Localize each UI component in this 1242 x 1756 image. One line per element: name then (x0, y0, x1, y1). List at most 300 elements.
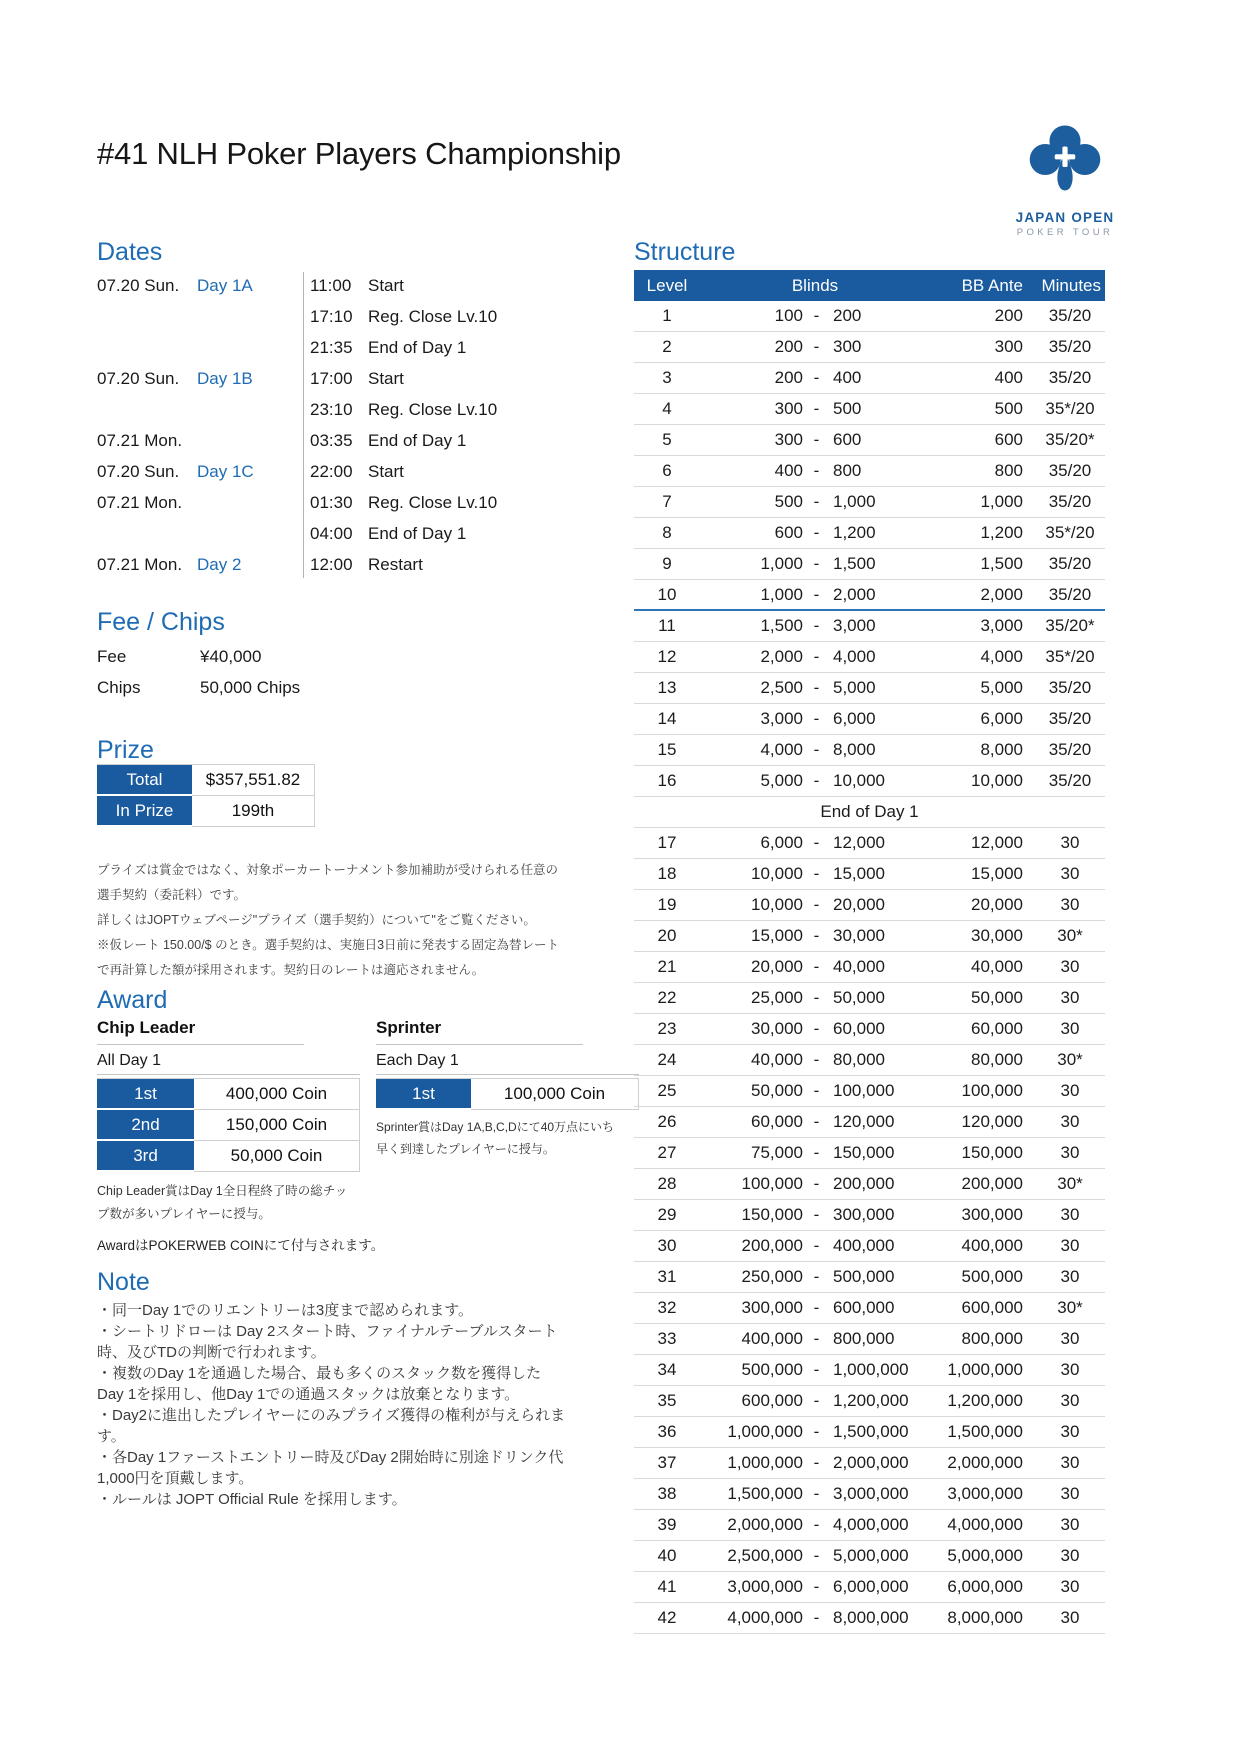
structure-row (634, 859, 1105, 890)
small-blind-cell: 40,000 (751, 1050, 803, 1069)
chip-leader-subheading: All Day 1 (97, 1052, 360, 1075)
blinds-separator: - (813, 1453, 820, 1472)
blinds-separator: - (813, 678, 820, 697)
level-cell: 26 (657, 1112, 677, 1131)
minutes-cell: 30 (1060, 833, 1080, 852)
minutes-cell: 30* (1057, 926, 1083, 945)
bb-ante-cell: 600,000 (961, 1298, 1023, 1317)
bb-ante-cell: 15,000 (971, 864, 1023, 883)
chip-leader-row-label: 1st (97, 1079, 194, 1110)
level-cell: 13 (657, 678, 677, 697)
blinds-separator: - (813, 1608, 820, 1627)
blinds-separator: - (813, 461, 820, 480)
end-of-day-row (634, 797, 1105, 828)
blinds-separator: - (813, 1391, 820, 1410)
big-blind-cell: 5,000,000 (833, 1546, 909, 1565)
structure-row (634, 952, 1105, 983)
end-of-day-label: End of Day 1 (820, 802, 919, 821)
note-item: ・Day2に進出したプレイヤーにのみプライズ獲得の権利が与えられます。 (97, 1407, 566, 1445)
logo-text-line1: JAPAN OPEN (1015, 210, 1115, 225)
time-value: 12:00 (310, 554, 353, 574)
minutes-cell: 35/20 (1048, 461, 1092, 480)
level-cell: 4 (662, 399, 672, 418)
minutes-cell: 35/20 (1048, 492, 1092, 511)
bb-ante-cell: 3,000 (980, 616, 1023, 635)
blinds-separator: - (813, 864, 820, 883)
dates-row (97, 363, 577, 394)
bb-ante-cell: 300 (994, 337, 1023, 356)
level-cell: 27 (657, 1143, 677, 1162)
bb-ante-cell: 400,000 (961, 1236, 1023, 1255)
minutes-cell: 35/20* (1045, 430, 1095, 449)
bb-ante-cell: 200,000 (961, 1174, 1023, 1193)
header-bb-ante: BB Ante (961, 275, 1023, 295)
sprinter-row-value: 100,000 Coin (471, 1079, 639, 1110)
sprinter-row-label: 1st (376, 1079, 471, 1110)
blinds-separator: - (813, 584, 820, 604)
small-blind-cell: 4,000 (760, 740, 803, 759)
dates-rows (97, 270, 577, 580)
structure-row (634, 1417, 1105, 1448)
structure-row (634, 549, 1105, 580)
minutes-cell: 35/20 (1048, 554, 1092, 573)
minutes-cell: 30 (1060, 957, 1080, 976)
fee-row (97, 641, 300, 672)
small-blind-cell: 1,500,000 (727, 1484, 803, 1503)
event-label: Restart (368, 554, 423, 574)
structure-row (634, 456, 1105, 487)
dates-row (97, 518, 577, 549)
big-blind-cell: 6,000,000 (833, 1577, 909, 1596)
disclaimer-line: プライズは賞金ではなく、対象ポーカートーナメント参加補助が受けられる任意の選手契約（委託料）です。 (97, 863, 559, 902)
bb-ante-cell: 10,000 (971, 771, 1023, 790)
big-blind-cell: 200,000 (833, 1174, 895, 1193)
bb-ante-cell: 12,000 (971, 833, 1023, 852)
minutes-cell: 30 (1060, 1608, 1080, 1627)
blinds-separator: - (813, 709, 820, 728)
big-blind-cell: 300,000 (833, 1205, 895, 1224)
level-cell: 28 (657, 1174, 677, 1193)
chip-leader-row (97, 1079, 360, 1110)
dates-row (97, 301, 577, 332)
small-blind-cell: 100,000 (741, 1174, 803, 1193)
minutes-cell: 35/20 (1048, 771, 1092, 790)
prize-table (97, 764, 315, 827)
level-cell: 42 (657, 1608, 677, 1627)
blinds-separator: - (813, 1329, 820, 1348)
minutes-cell: 30 (1060, 1081, 1080, 1100)
bb-ante-cell: 30,000 (971, 926, 1023, 945)
time-value: 23:10 (310, 399, 353, 419)
big-blind-cell: 3,000 (833, 616, 876, 635)
level-cell: 21 (657, 957, 677, 976)
small-blind-cell: 400,000 (741, 1329, 803, 1348)
header-minutes: Minutes (1041, 275, 1101, 295)
blinds-separator: - (813, 1143, 820, 1162)
bb-ante-cell: 1,500,000 (947, 1422, 1023, 1441)
structure-row (634, 1014, 1105, 1045)
big-blind-cell: 6,000 (833, 709, 876, 728)
minutes-cell: 30 (1060, 895, 1080, 914)
minutes-cell: 30 (1060, 1422, 1080, 1441)
big-blind-cell: 8,000,000 (833, 1608, 909, 1627)
bb-ante-cell: 6,000,000 (947, 1577, 1023, 1596)
small-blind-cell: 75,000 (751, 1143, 803, 1162)
big-blind-cell: 15,000 (833, 864, 885, 883)
big-blind-cell: 3,000,000 (833, 1484, 909, 1503)
header-level: Level (646, 275, 688, 295)
small-blind-cell: 100 (774, 306, 803, 325)
fee-row-label: Chips (97, 677, 141, 697)
big-blind-cell: 1,200,000 (833, 1391, 909, 1410)
level-cell: 7 (662, 492, 672, 511)
structure-row (634, 1169, 1105, 1200)
small-blind-cell: 1,500 (760, 616, 803, 635)
disclaimer-line: ※仮レート 150.00/$ のとき。選手契約は、実施日3日前に発表する固定為替レートで再計算した額が採用されます。契約日のレートは適応されません。 (97, 938, 560, 977)
award-footer: AwardはPOKERWEB COINにて付与されます。 (97, 1238, 385, 1253)
big-blind-cell: 12,000 (833, 833, 885, 852)
structure-row (634, 983, 1105, 1014)
time-value: 21:35 (310, 337, 353, 357)
big-blind-cell: 800 (833, 461, 862, 480)
minutes-cell: 30 (1060, 1019, 1080, 1038)
bb-ante-cell: 8,000 (980, 740, 1023, 759)
blinds-separator: - (813, 368, 820, 387)
minutes-cell: 30 (1060, 1143, 1080, 1162)
bb-ante-cell: 4,000 (980, 647, 1023, 666)
structure-row (634, 890, 1105, 921)
big-blind-cell: 60,000 (833, 1019, 885, 1038)
small-blind-cell: 2,000 (760, 647, 803, 666)
note-item: ・ルールは JOPT Official Rule を採用します。 (97, 1491, 407, 1508)
minutes-cell: 30 (1060, 864, 1080, 883)
big-blind-cell: 4,000,000 (833, 1515, 909, 1534)
bb-ante-cell: 3,000,000 (947, 1484, 1023, 1503)
disclaimer-line: 詳しくはJOPTウェブページ"プライズ（選手契約）について"をご覧ください。 (97, 913, 536, 927)
small-blind-cell: 3,000 (760, 709, 803, 728)
big-blind-cell: 30,000 (833, 926, 885, 945)
blinds-separator: - (813, 1081, 820, 1100)
blinds-separator: - (813, 1577, 820, 1596)
header-blinds: Blinds (791, 275, 839, 295)
blinds-separator: - (813, 616, 820, 635)
minutes-cell: 35/20* (1045, 616, 1095, 635)
time-value: 01:30 (310, 492, 353, 512)
bb-ante-cell: 5,000 (980, 678, 1023, 697)
structure-row (634, 394, 1105, 425)
structure-table (634, 270, 1105, 1634)
blinds-separator: - (813, 1112, 820, 1131)
structure-row (634, 704, 1105, 735)
small-blind-cell: 2,500,000 (727, 1546, 803, 1565)
big-blind-cell: 2,000,000 (833, 1453, 909, 1472)
bb-ante-cell: 600 (994, 430, 1023, 449)
blinds-separator: - (813, 492, 820, 511)
structure-row (634, 1231, 1105, 1262)
blinds-separator: - (813, 306, 820, 325)
bb-ante-cell: 200 (994, 306, 1023, 325)
chip-leader-heading: Chip Leader (97, 1018, 304, 1045)
level-cell: 41 (657, 1577, 677, 1596)
big-blind-cell: 10,000 (833, 771, 885, 790)
chip-leader-row (97, 1110, 360, 1141)
fee-row (97, 672, 300, 703)
big-blind-cell: 400,000 (833, 1236, 895, 1255)
bb-ante-cell: 5,000,000 (947, 1546, 1023, 1565)
level-cell: 12 (657, 647, 677, 666)
structure-row (634, 1076, 1105, 1107)
structure-row (634, 1479, 1105, 1510)
small-blind-cell: 300 (774, 430, 803, 449)
big-blind-cell: 20,000 (833, 895, 885, 914)
note-item: ・シートリドローは Day 2スタート時、ファイナルテーブルスタート時、及びTDの判断で行われます。 (97, 1323, 558, 1361)
minutes-cell: 35/20 (1048, 678, 1092, 697)
minutes-cell: 30 (1060, 988, 1080, 1007)
bb-ante-cell: 1,200 (980, 523, 1023, 542)
minutes-cell: 30 (1060, 1267, 1080, 1286)
bb-ante-cell: 2,000 (980, 584, 1023, 604)
blinds-separator: - (813, 988, 820, 1007)
big-blind-cell: 5,000 (833, 678, 876, 697)
blinds-separator: - (813, 337, 820, 356)
note-section-title: Note (97, 1268, 150, 1296)
event-label: End of Day 1 (368, 337, 467, 357)
minutes-cell: 35/20 (1048, 368, 1092, 387)
level-cell: 19 (657, 895, 677, 914)
event-label: Reg. Close Lv.10 (368, 306, 498, 326)
bb-ante-cell: 800 (994, 461, 1023, 480)
blinds-separator: - (813, 1205, 820, 1224)
event-label: Start (368, 461, 404, 481)
bb-ante-cell: 100,000 (961, 1081, 1023, 1100)
minutes-cell: 30 (1060, 1391, 1080, 1410)
date-label: 07.21 Mon. (97, 492, 183, 512)
small-blind-cell: 1,000,000 (727, 1453, 803, 1472)
level-cell: 15 (657, 740, 677, 759)
big-blind-cell: 50,000 (833, 988, 885, 1007)
blinds-separator: - (813, 1019, 820, 1038)
big-blind-cell: 80,000 (833, 1050, 885, 1069)
dates-row (97, 549, 577, 580)
minutes-cell: 30 (1060, 1515, 1080, 1534)
big-blind-cell: 40,000 (833, 957, 885, 976)
date-label: 07.20 Sun. (97, 461, 180, 481)
big-blind-cell: 8,000 (833, 740, 876, 759)
event-label: Start (368, 275, 404, 295)
small-blind-cell: 5,000 (760, 771, 803, 790)
page-title: #41 NLH Poker Players Championship (97, 136, 621, 171)
blinds-separator: - (813, 926, 820, 945)
level-cell: 14 (657, 709, 677, 728)
chip-leader-row-label: 2nd (97, 1110, 194, 1141)
day-flight-label: Day 1B (197, 368, 253, 388)
dates-divider (303, 272, 304, 578)
minutes-cell: 30* (1057, 1050, 1083, 1069)
structure-row (634, 301, 1105, 332)
level-cell: 35 (657, 1391, 677, 1410)
small-blind-cell: 500 (774, 492, 803, 511)
chip-leader-table (97, 1078, 360, 1172)
small-blind-cell: 10,000 (751, 864, 803, 883)
sprinter-table (376, 1078, 639, 1110)
dates-row (97, 425, 577, 456)
logo-text-line2: POKER TOUR (1016, 227, 1114, 238)
chip-leader-note: Chip Leader賞はDay 1全日程終了時の総チップ数が多いプレイヤーに授与。 (97, 1184, 348, 1221)
chip-leader-row-label: 3rd (97, 1141, 194, 1172)
blinds-separator: - (813, 1515, 820, 1534)
level-cell: 5 (662, 430, 672, 449)
minutes-cell: 35*/20 (1045, 399, 1095, 418)
level-cell: 18 (657, 864, 677, 883)
event-label: Reg. Close Lv.10 (368, 492, 498, 512)
big-blind-cell: 1,500,000 (833, 1422, 909, 1441)
level-cell: 38 (657, 1484, 677, 1503)
small-blind-cell: 2,000,000 (727, 1515, 803, 1534)
level-cell: 1 (662, 306, 672, 325)
time-value: 04:00 (310, 523, 353, 543)
structure-row (634, 735, 1105, 766)
level-cell: 10 (657, 584, 677, 604)
minutes-cell: 30 (1060, 1329, 1080, 1348)
dates-section-title: Dates (97, 238, 163, 266)
small-blind-cell: 4,000,000 (727, 1608, 803, 1627)
level-cell: 17 (657, 833, 677, 852)
blinds-separator: - (813, 647, 820, 666)
structure-row (634, 673, 1105, 704)
sprinter-note: Sprinter賞はDay 1A,B,C,Dにて40万点にいち早く到達したプレイヤーに授与。 (376, 1120, 615, 1156)
big-blind-cell: 500 (833, 399, 862, 418)
small-blind-cell: 60,000 (751, 1112, 803, 1131)
date-label: 07.21 Mon. (97, 554, 183, 574)
prize-row-value: $357,551.82 (192, 765, 315, 796)
level-cell: 40 (657, 1546, 677, 1565)
event-label: End of Day 1 (368, 430, 467, 450)
big-blind-cell: 1,500 (833, 554, 876, 573)
note-item: ・各Day 1ファーストエントリー時及びDay 2開始時に別途ドリンク代1,000円を頂戴します。 (97, 1449, 564, 1487)
chip-leader-row-value: 150,000 Coin (194, 1110, 360, 1141)
structure-row (634, 1603, 1105, 1634)
blinds-separator: - (813, 1546, 820, 1565)
big-blind-cell: 400 (833, 368, 862, 387)
small-blind-cell: 600 (774, 523, 803, 542)
small-blind-cell: 200 (774, 368, 803, 387)
big-blind-cell: 1,000 (833, 492, 876, 511)
chip-leader-row-value: 400,000 Coin (194, 1079, 360, 1110)
bb-ante-cell: 20,000 (971, 895, 1023, 914)
structure-row (634, 1107, 1105, 1138)
level-cell: 29 (657, 1205, 677, 1224)
level-cell: 8 (662, 523, 672, 542)
small-blind-cell: 500,000 (741, 1360, 803, 1379)
level-cell: 6 (662, 461, 672, 480)
level-cell: 37 (657, 1453, 677, 1472)
small-blind-cell: 25,000 (751, 988, 803, 1007)
bb-ante-cell: 1,000 (980, 492, 1023, 511)
small-blind-cell: 200 (774, 337, 803, 356)
minutes-cell: 35*/20 (1045, 647, 1095, 666)
structure-row (634, 642, 1105, 673)
small-blind-cell: 50,000 (751, 1081, 803, 1100)
blinds-separator: - (813, 740, 820, 759)
prize-row (97, 765, 315, 796)
level-cell: 39 (657, 1515, 677, 1534)
structure-row (634, 828, 1105, 859)
bb-ante-cell: 1,000,000 (947, 1360, 1023, 1379)
structure-header-row (634, 270, 1105, 301)
small-blind-cell: 300 (774, 399, 803, 418)
small-blind-cell: 20,000 (751, 957, 803, 976)
level-cell: 24 (657, 1050, 677, 1069)
structure-row (634, 1324, 1105, 1355)
structure-body (634, 301, 1105, 1634)
minutes-cell: 30 (1060, 1484, 1080, 1503)
big-blind-cell: 600 (833, 430, 862, 449)
structure-section-title: Structure (634, 238, 736, 266)
blinds-separator: - (813, 1484, 820, 1503)
jopt-logo (1002, 118, 1128, 238)
dates-row (97, 394, 577, 425)
fee-row-value: ¥40,000 (200, 646, 262, 666)
minutes-cell: 35*/20 (1045, 523, 1095, 542)
fee-section-title: Fee / Chips (97, 608, 225, 636)
blinds-separator: - (813, 833, 820, 852)
date-label: 07.20 Sun. (97, 275, 180, 295)
blinds-separator: - (813, 895, 820, 914)
bb-ante-cell: 60,000 (971, 1019, 1023, 1038)
structure-row (634, 1386, 1105, 1417)
structure-row (634, 1510, 1105, 1541)
small-blind-cell: 6,000 (760, 833, 803, 852)
structure-row (634, 1572, 1105, 1603)
small-blind-cell: 1,000 (760, 584, 803, 604)
structure-row (634, 1541, 1105, 1572)
bb-ante-cell: 400 (994, 368, 1023, 387)
bb-ante-cell: 80,000 (971, 1050, 1023, 1069)
day-flight-label: Day 2 (197, 554, 242, 574)
level-cell: 25 (657, 1081, 677, 1100)
dates-row (97, 487, 577, 518)
minutes-cell: 35/20 (1048, 584, 1092, 604)
date-label: 07.21 Mon. (97, 430, 183, 450)
minutes-cell: 30 (1060, 1360, 1080, 1379)
small-blind-cell: 300,000 (741, 1298, 803, 1317)
structure-row (634, 1355, 1105, 1386)
structure-row (634, 1448, 1105, 1479)
blinds-separator: - (813, 1267, 820, 1286)
blinds-separator: - (813, 1236, 820, 1255)
minutes-cell: 30 (1060, 1112, 1080, 1131)
big-blind-cell: 150,000 (833, 1143, 895, 1162)
minutes-cell: 35/20 (1048, 337, 1092, 356)
sprinter-heading: Sprinter (376, 1018, 583, 1045)
bb-ante-cell: 40,000 (971, 957, 1023, 976)
big-blind-cell: 1,000,000 (833, 1360, 909, 1379)
fee-rows (97, 641, 300, 703)
blinds-separator: - (813, 957, 820, 976)
big-blind-cell: 500,000 (833, 1267, 895, 1286)
level-cell: 9 (662, 554, 672, 573)
minutes-cell: 35/20 (1048, 709, 1092, 728)
small-blind-cell: 150,000 (741, 1205, 803, 1224)
time-value: 17:10 (310, 306, 353, 326)
minutes-cell: 30 (1060, 1236, 1080, 1255)
level-cell: 34 (657, 1360, 677, 1379)
minutes-cell: 30 (1060, 1453, 1080, 1472)
time-value: 22:00 (310, 461, 353, 481)
small-blind-cell: 600,000 (741, 1391, 803, 1410)
big-blind-cell: 120,000 (833, 1112, 895, 1131)
fee-row-label: Fee (97, 646, 127, 666)
